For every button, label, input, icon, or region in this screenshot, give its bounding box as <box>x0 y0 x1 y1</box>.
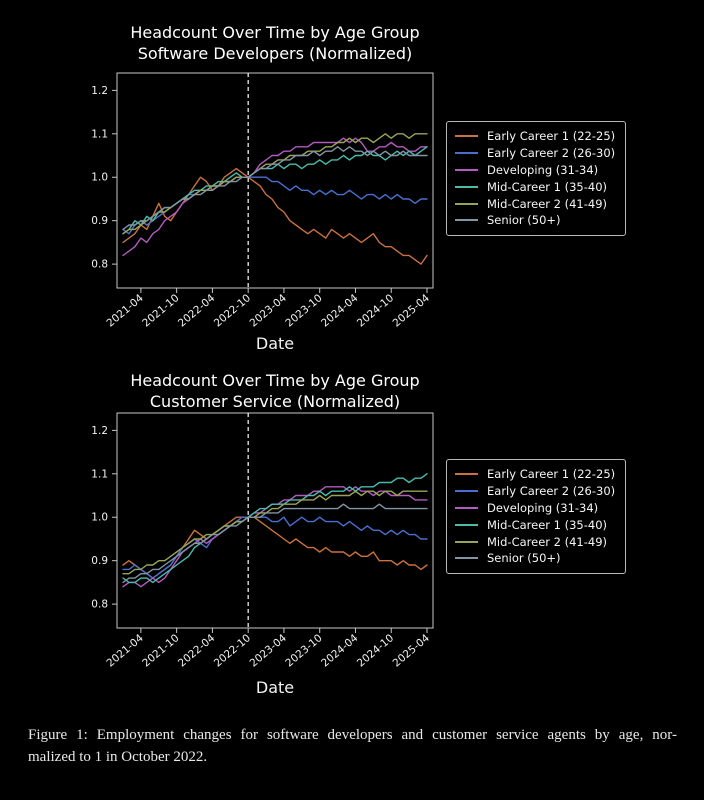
y-tick-label: 0.8 <box>91 598 108 611</box>
legend-swatch <box>455 203 478 205</box>
y-tick-label: 1.0 <box>91 171 108 184</box>
x-tick-label: 2021-04 <box>104 292 146 330</box>
software-developers-plot <box>55 65 455 360</box>
x-tick-label: 2023-04 <box>247 292 289 330</box>
x-tick-label: 2023-04 <box>247 632 289 670</box>
y-tick-label: 1.2 <box>91 424 108 437</box>
legend-item <box>455 195 615 212</box>
x-tick-label: 2022-04 <box>176 292 218 330</box>
y-tick-label: 1.2 <box>91 84 108 97</box>
legend-item <box>455 128 615 145</box>
legend-label: Mid-Career 1 (35-40) <box>487 179 608 194</box>
legend-swatch <box>455 152 478 154</box>
legend-label: Senior (50+) <box>487 551 561 566</box>
series-line-early-career-1-22-25- <box>123 169 427 265</box>
chart1-title-line1: Headcount Over Time by Age Group <box>130 23 420 42</box>
legend-swatch <box>455 490 478 492</box>
y-tick-label: 1.1 <box>91 128 108 141</box>
legend-swatch <box>455 524 478 526</box>
x-tick-label: 2021-04 <box>104 632 146 670</box>
customer-service-plot <box>55 405 455 700</box>
legend-swatch <box>455 473 478 475</box>
legend-item <box>455 533 615 550</box>
legend-swatch <box>455 541 478 543</box>
legend-item <box>455 500 615 517</box>
x-tick-label: 2022-04 <box>176 632 218 670</box>
x-tick-label: 2024-04 <box>319 632 361 670</box>
legend-label: Early Career 1 (22-25) <box>487 129 616 144</box>
series-line-early-career-2-26-30- <box>123 517 427 578</box>
series-line-mid-career-1-35-40- <box>123 147 427 234</box>
x-tick-label: 2024-10 <box>354 632 397 670</box>
legend-swatch <box>455 135 478 137</box>
chart1-legend <box>446 121 626 236</box>
legend-item <box>455 212 615 229</box>
chart1-title-line2: Software Developers (Normalized) <box>137 44 413 63</box>
x-tick-label: 2023-10 <box>283 292 325 330</box>
legend-item <box>455 162 615 179</box>
legend-swatch <box>455 219 478 221</box>
legend-item <box>455 516 615 533</box>
legend-swatch <box>455 169 478 171</box>
axes-frame <box>117 413 433 628</box>
x-tick-label: 2022-10 <box>211 632 254 670</box>
y-tick-label: 1.1 <box>91 468 108 481</box>
legend-item <box>455 466 615 483</box>
x-tick-label: 2023-10 <box>283 632 325 670</box>
legend-label: Mid-Career 2 (41-49) <box>487 196 608 211</box>
axes-frame <box>117 73 433 288</box>
legend-label: Developing (31-34) <box>487 162 599 177</box>
chart2-legend <box>446 459 626 574</box>
y-tick-label: 1.0 <box>91 511 108 524</box>
y-tick-label: 0.9 <box>91 215 108 228</box>
legend-label: Early Career 1 (22-25) <box>487 467 616 482</box>
y-tick-label: 0.9 <box>91 555 108 568</box>
x-tick-label: 2021-10 <box>140 292 182 330</box>
x-tick-label: 2024-04 <box>319 292 361 330</box>
legend-label: Senior (50+) <box>487 213 561 228</box>
series-line-early-career-2-26-30- <box>123 177 427 234</box>
legend-swatch <box>455 186 478 188</box>
chart1-x-axis-label: Date <box>255 334 295 353</box>
legend-label: Developing (31-34) <box>487 500 599 515</box>
y-tick-label: 0.8 <box>91 258 108 271</box>
series-line-early-career-1-22-25- <box>123 517 427 578</box>
chart2-title-line2: Customer Service (Normalized) <box>149 392 401 411</box>
x-tick-label: 2022-10 <box>211 292 254 330</box>
x-tick-label: 2025-04 <box>390 632 432 670</box>
caption-line2: malized to 1 in October 2022. <box>28 749 208 765</box>
legend-label: Early Career 2 (26-30) <box>487 484 616 499</box>
chart1-title <box>75 22 475 64</box>
legend-item <box>455 550 615 567</box>
legend-item <box>455 483 615 500</box>
legend-item <box>455 145 615 162</box>
legend-item <box>455 178 615 195</box>
chart2-x-axis-label: Date <box>255 678 295 697</box>
x-tick-label: 2025-04 <box>390 292 432 330</box>
x-tick-label: 2021-10 <box>140 632 182 670</box>
chart2-title-line1: Headcount Over Time by Age Group <box>130 371 420 390</box>
figure-caption <box>28 724 677 768</box>
legend-label: Early Career 2 (26-30) <box>487 146 616 161</box>
x-tick-label: 2024-10 <box>354 292 397 330</box>
legend-swatch <box>455 507 478 509</box>
caption-line1: Figure 1: Employment changes for software developers and customer service agents by age, nor- <box>28 727 677 743</box>
legend-swatch <box>455 557 478 559</box>
legend-label: Mid-Career 1 (35-40) <box>487 517 608 532</box>
legend-label: Mid-Career 2 (41-49) <box>487 534 608 549</box>
